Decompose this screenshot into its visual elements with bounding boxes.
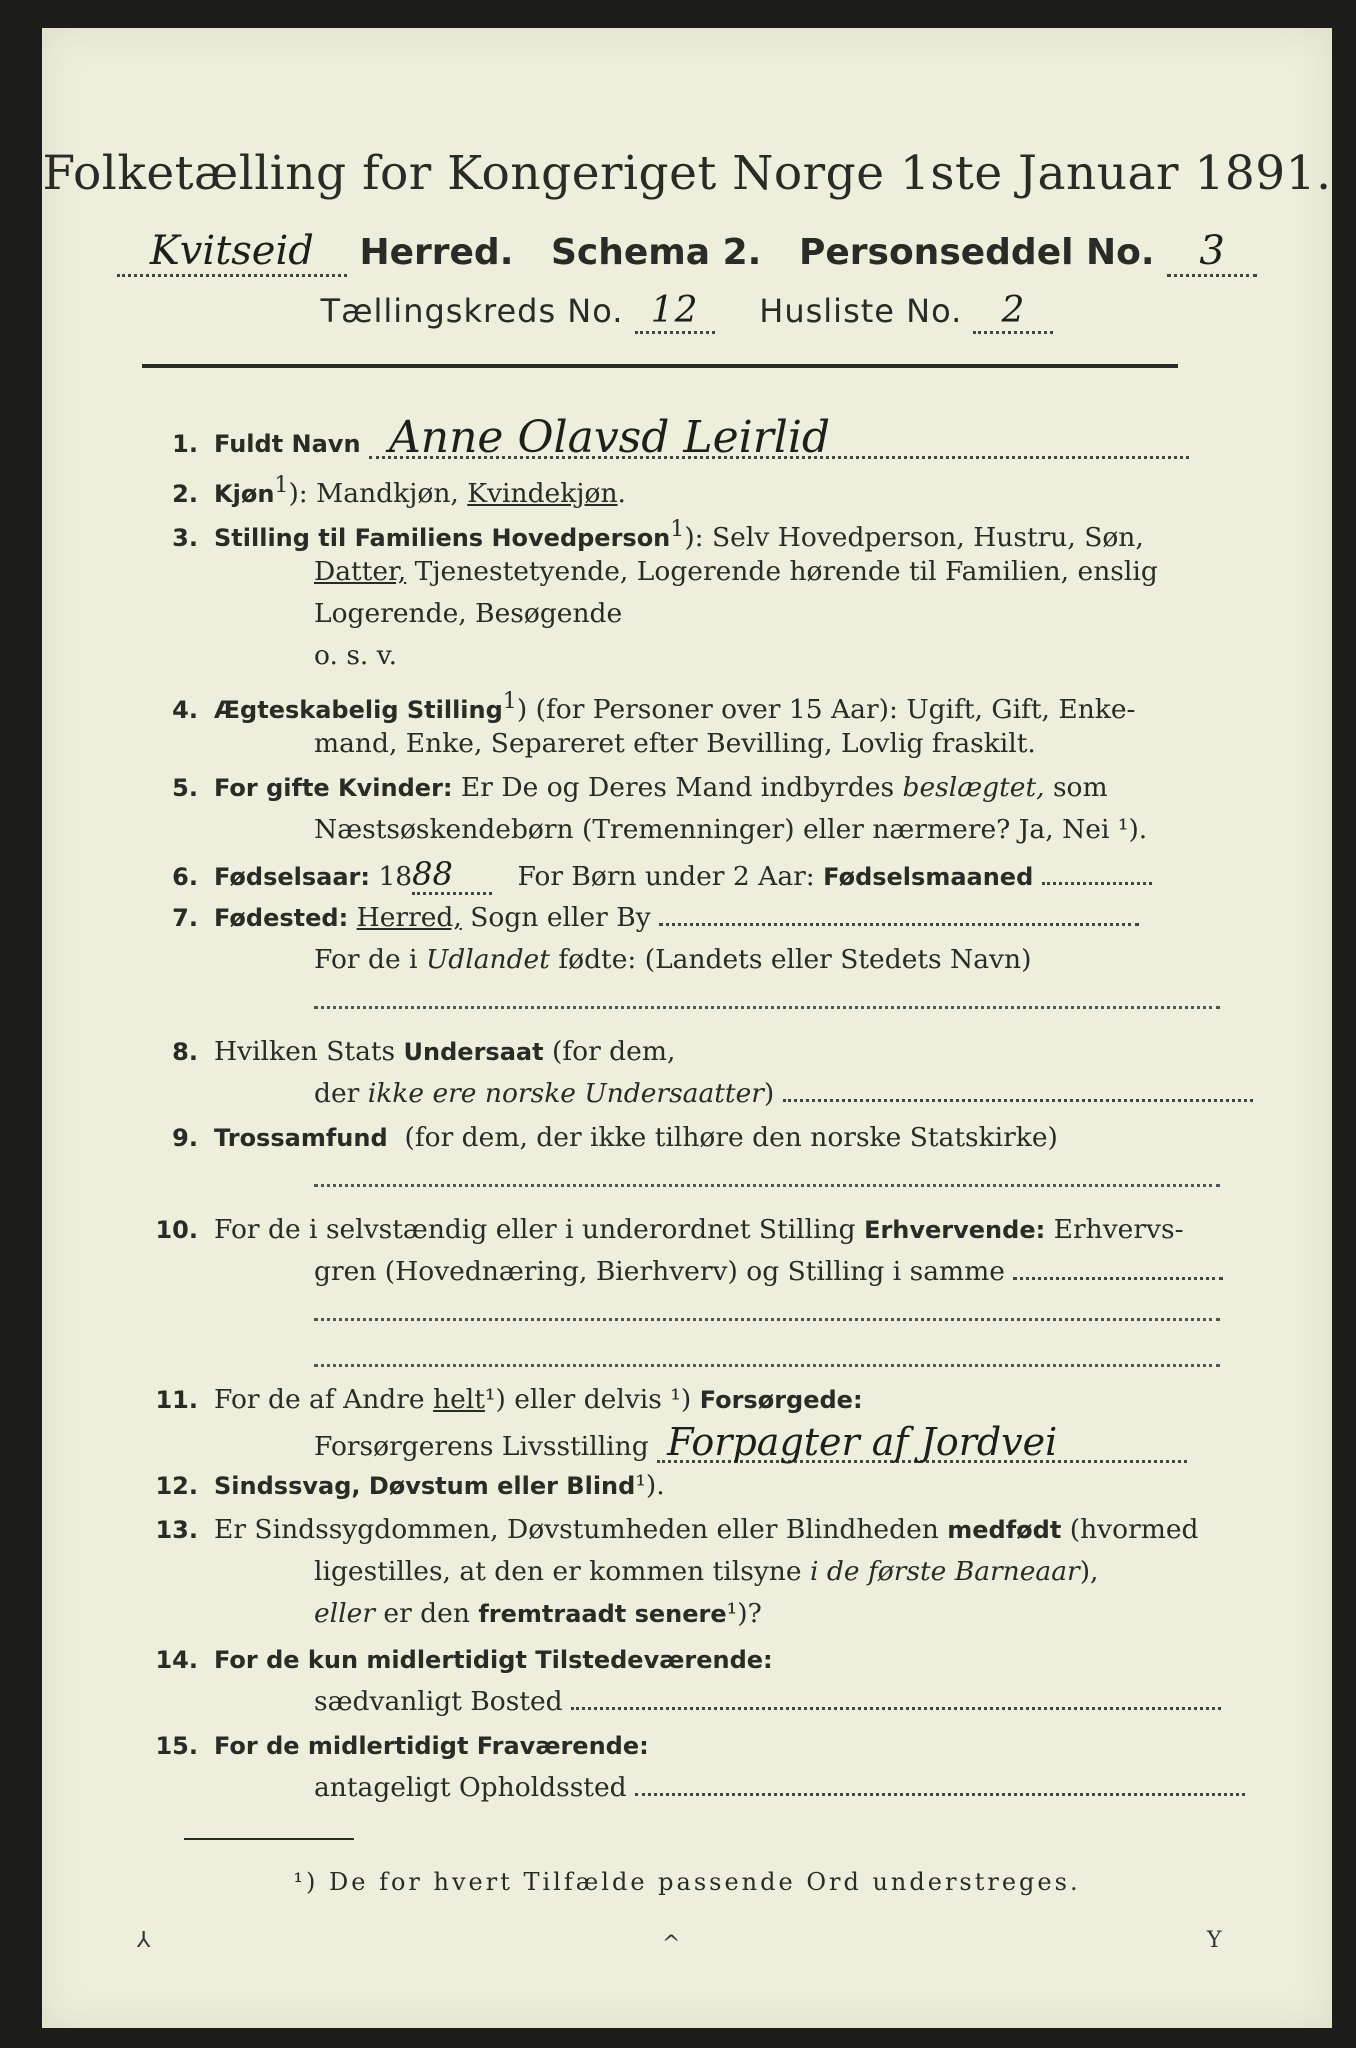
question-number: 5. (172, 774, 198, 802)
question-15 (142, 1728, 1222, 1764)
question-14-line-2 (142, 1684, 1356, 1720)
question-text: ¹)? (726, 1598, 762, 1629)
question-text: ¹). (635, 1470, 665, 1501)
question-text: ) (763, 1078, 775, 1109)
year-prefix: 18 (378, 861, 413, 892)
herred-value: Kvitseid (117, 228, 347, 277)
question-10 (142, 1212, 1222, 1248)
footnote: ¹) De for hvert Tilfælde passende Ord understreges. (293, 1868, 1081, 1896)
question-label: Erhvervende: (864, 1216, 1046, 1244)
birthplace-field (659, 923, 1139, 926)
birth-month-field (1042, 882, 1152, 885)
question-text-italic: i de første Barneaar (809, 1556, 1080, 1587)
question-14 (142, 1642, 1222, 1678)
question-text: Hvilken Stats (214, 1036, 404, 1067)
question-11 (142, 1382, 1222, 1418)
question-text: (hvormed (1061, 1514, 1199, 1545)
question-text: Sogn eller By (461, 902, 651, 933)
question-15-line-2 (142, 1770, 1356, 1806)
question-label: Ægteskabelig Stilling (214, 695, 503, 724)
question-9 (142, 1120, 1222, 1156)
question-text: Tjenestetyende, Logerende hørende til Familien, enslig (406, 556, 1158, 587)
question-7 (142, 900, 1222, 936)
question-text: gren (Hovednæring, Bierhverv) og Stilling i samme (314, 1256, 1005, 1287)
question-text-italic: Udlandet (425, 944, 550, 975)
question-text: For de af Andre (214, 1384, 434, 1415)
census-form-sheet (42, 28, 1332, 2028)
question-number: 6. (172, 863, 198, 891)
question-label: fremtraadt senere (478, 1600, 727, 1628)
citizenship-field (783, 1099, 1253, 1102)
question-label: Undersaat (403, 1038, 544, 1066)
religion-field (314, 1184, 1220, 1187)
question-label: Stilling til Familiens Hovedperson (214, 523, 671, 552)
question-5 (142, 770, 1222, 806)
herred-label: Herred. (359, 232, 514, 273)
question-number: 2. (172, 479, 198, 508)
question-text-italic: eller (314, 1598, 375, 1629)
question-number: 11. (155, 1386, 198, 1414)
question-number: 3. (172, 523, 198, 552)
husliste-label: Husliste No. (759, 292, 963, 330)
personseddel-value: 3 (1167, 228, 1257, 277)
question-3-line-3: Logerende, Besøgende (314, 598, 623, 629)
birth-year-value: 88 (412, 856, 492, 895)
personseddel-label: Personseddel No. (798, 232, 1155, 273)
question-3-line-2 (142, 554, 1356, 590)
question-number: 10. (155, 1216, 198, 1244)
question-number: 1. (172, 430, 198, 458)
question-label: Sindssvag, Døvstum eller Blind (214, 1472, 636, 1500)
form-title: Folketælling for Kongeriget Norge 1ste Januar 1891. (42, 146, 1332, 201)
question-10-line-2 (142, 1254, 1356, 1290)
question-13 (142, 1512, 1222, 1548)
question-text: For de i (314, 944, 426, 975)
question-text-italic: beslægtet, (902, 772, 1045, 803)
corner-mark: Y (1207, 1928, 1222, 1953)
provider-occupation-value: Forpagter af Jordvei (657, 1424, 1187, 1463)
question-text: For de i selvstændig eller i underordnet Stilling (214, 1214, 865, 1245)
question-text: ¹) eller delvis ¹) (484, 1384, 700, 1415)
option-text: ): Mandkjøn, (288, 477, 468, 509)
question-label: Kjøn (214, 479, 275, 508)
usual-residence-field (571, 1707, 1221, 1710)
header-kreds-line (42, 290, 1332, 334)
question-7-line-2 (142, 942, 1356, 978)
question-label: Trossamfund (214, 1124, 388, 1152)
corner-mark: ⅄ (137, 1928, 151, 1953)
header-divider (142, 364, 1178, 368)
header-herred-line (42, 228, 1332, 277)
question-label: For gifte Kvinder: (214, 774, 453, 802)
foreign-birthplace-field (314, 1006, 1220, 1009)
question-text: ligestilles, at den er kommen tilsyne (314, 1556, 810, 1587)
question-label: Fødselsaar: (214, 863, 370, 891)
probable-residence-field (635, 1793, 1245, 1796)
footnote-divider (184, 1838, 354, 1840)
question-5-line-2: Næstsøskendebørn (Tremenninger) eller nærmere? Ja, Nei ¹). (314, 814, 1148, 845)
question-3-line-4: o. s. v. (314, 640, 398, 671)
question-number: 14. (155, 1646, 198, 1674)
question-text: Forsørgerens Livsstilling (314, 1431, 649, 1462)
option-selected: Kvindekjøn (467, 477, 618, 509)
question-number: 13. (155, 1516, 198, 1544)
question-text: ), (1079, 1556, 1099, 1587)
footnote-ref: 1 (670, 517, 685, 542)
option-selected: Herred, (356, 902, 462, 933)
question-8-line-2 (142, 1076, 1356, 1112)
question-text: (for dem, (543, 1036, 676, 1067)
question-text: ): Selv Hovedperson, Hustru, Søn, (684, 521, 1144, 553)
option-selected: helt (433, 1384, 485, 1415)
footnote-ref: 1 (502, 689, 517, 714)
full-name-value: Anne Olavsd Leirlid (369, 420, 1189, 459)
question-number: 7. (172, 904, 198, 932)
question-text: ) (for Personer over 15 Aar): Ugift, Gift, Enke- (516, 693, 1136, 725)
question-text: fødte: (Landets eller Stedets Navn) (549, 944, 1032, 975)
husliste-value: 2 (973, 290, 1053, 334)
question-text: Er De og Deres Mand indbyrdes (452, 772, 903, 803)
question-text: er den (374, 1598, 479, 1629)
option-selected: Datter, (314, 556, 407, 587)
occupation-field-2 (314, 1318, 1220, 1321)
question-text: sædvanligt Bosted (314, 1686, 563, 1717)
question-label: For de kun midlertidigt Tilstedeværende: (214, 1646, 773, 1674)
question-number: 12. (155, 1472, 198, 1500)
question-4 (142, 684, 1222, 728)
question-13-line-2 (142, 1554, 1356, 1590)
question-number: 8. (172, 1038, 198, 1066)
question-number: 4. (172, 695, 198, 724)
question-number: 9. (172, 1124, 198, 1152)
corner-mark: ^ (662, 1932, 681, 1957)
kreds-label: Tællingskreds No. (320, 292, 624, 330)
question-11-line-2 (142, 1420, 1356, 1465)
question-2 (142, 468, 1222, 512)
question-text: Erhvervs- (1045, 1214, 1184, 1245)
question-4-line-2: mand, Enke, Separeret efter Bevilling, Lovlig fraskilt. (314, 728, 1036, 759)
question-8 (142, 1034, 1222, 1070)
question-text-italic: ikke ere norske Undersaatter (367, 1078, 764, 1109)
question-label: Fødested: (214, 904, 349, 932)
question-text: For Børn under 2 Aar: (517, 861, 815, 892)
question-label: Forsørgede: (699, 1386, 863, 1414)
question-text: (for dem, der ikke tilhøre den norske Statskirke) (404, 1122, 1058, 1153)
question-3 (142, 512, 1222, 556)
question-number: 15. (155, 1732, 198, 1760)
kreds-value: 12 (635, 290, 715, 334)
question-1 (142, 412, 1222, 463)
question-text: der (314, 1078, 368, 1109)
occupation-field (1013, 1277, 1223, 1280)
schema-label: Schema 2. (550, 232, 762, 273)
question-13-line-3 (142, 1596, 1356, 1632)
question-label: For de midlertidigt Fraværende: (214, 1732, 649, 1760)
question-text: som (1044, 772, 1108, 803)
question-text: antageligt Opholdssted (314, 1772, 627, 1803)
question-12 (142, 1468, 1222, 1504)
punctuation: . (617, 477, 626, 509)
question-label: medfødt (947, 1516, 1062, 1544)
question-label: Fødselsmaaned (823, 863, 1034, 891)
question-label: Fuldt Navn (214, 430, 361, 458)
question-text: Er Sindssygdommen, Døvstumheden eller Blindheden (214, 1514, 948, 1545)
question-6 (142, 856, 1222, 895)
footnote-ref: 1 (274, 473, 289, 498)
occupation-field-3 (314, 1364, 1220, 1367)
